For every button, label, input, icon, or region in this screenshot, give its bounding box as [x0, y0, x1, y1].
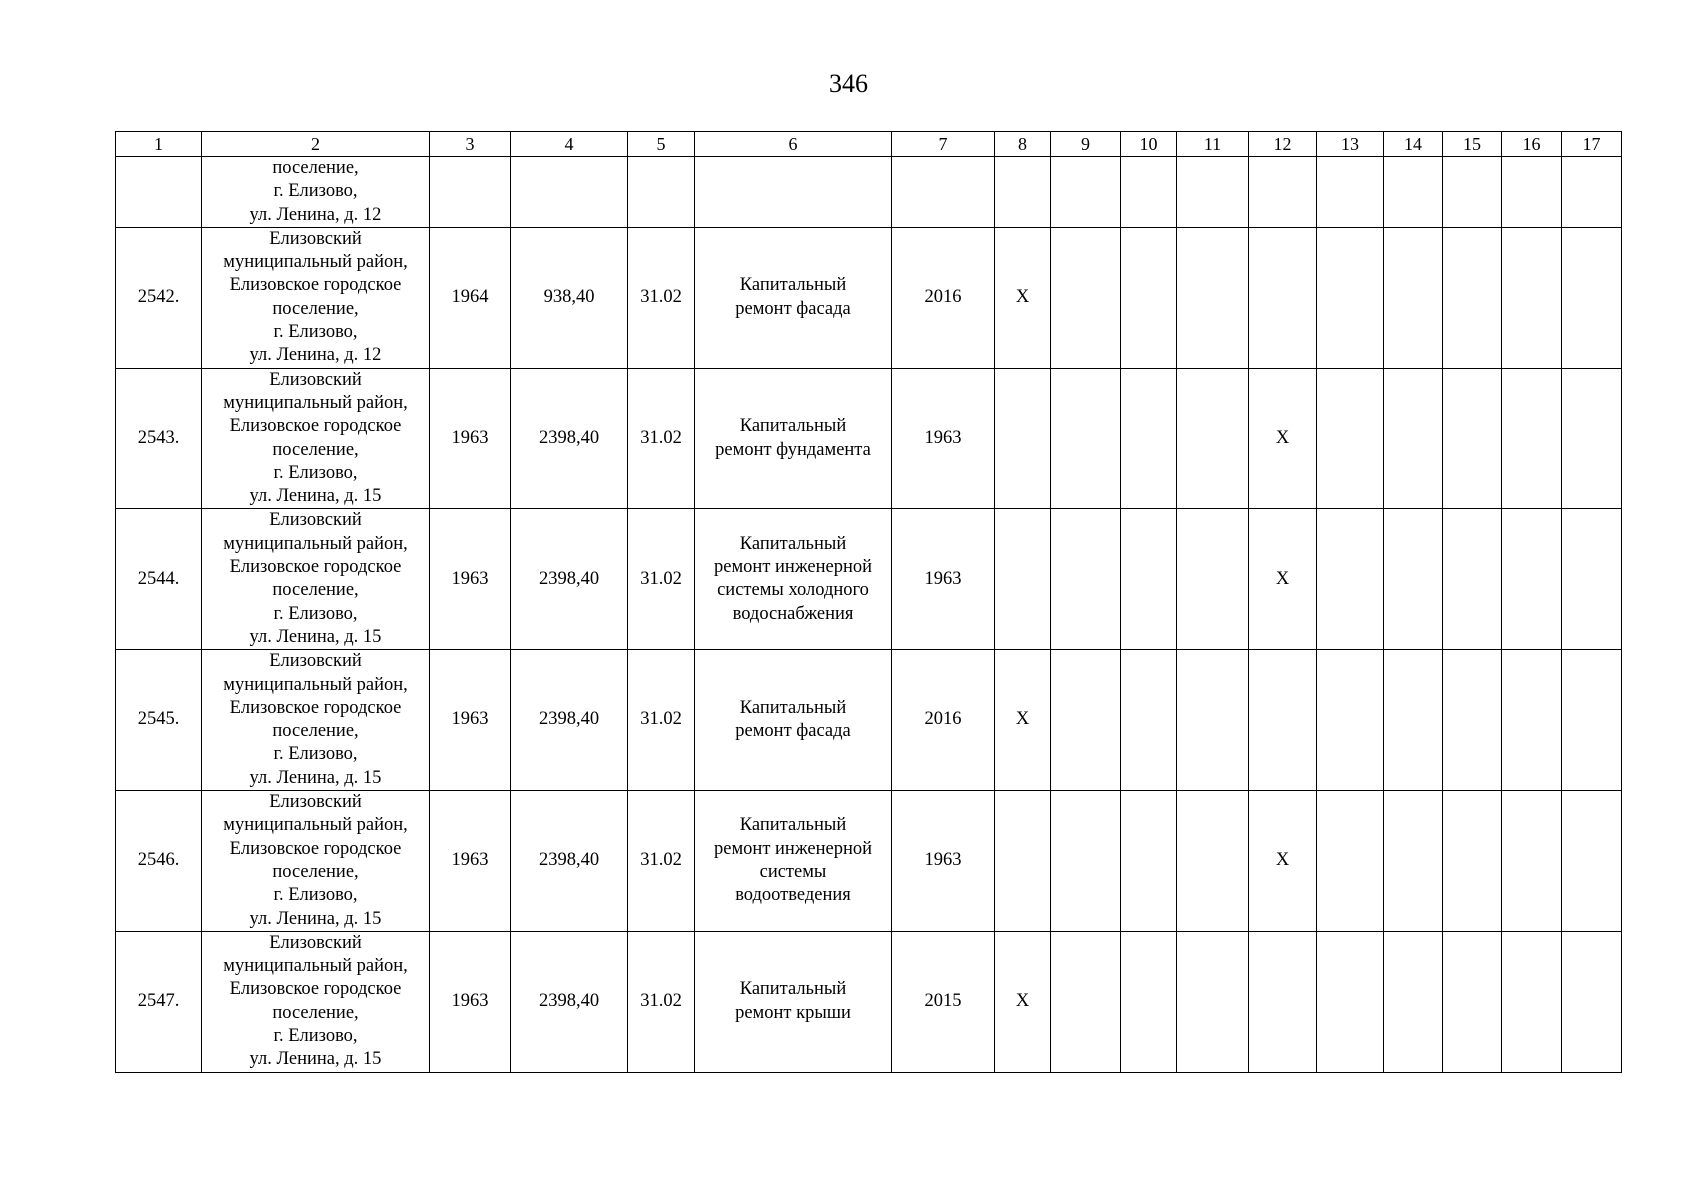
column-number-header-row [116, 132, 1622, 157]
work-year-cell: 2016 [892, 650, 995, 791]
code-cell: 31.02 [628, 650, 695, 791]
column-header: 11 [1177, 132, 1249, 157]
address-cell: Елизовский муниципальный район, Елизовское городское поселение, г. Елизово, ул. Ленина, д. 15 [202, 509, 430, 650]
work-year-cell: 1963 [892, 509, 995, 650]
code-cell: 31.02 [628, 791, 695, 932]
build-year-cell: 1963 [430, 509, 511, 650]
column-header: 9 [1051, 132, 1121, 157]
column-header: 1 [116, 132, 202, 157]
column-header: 16 [1502, 132, 1562, 157]
build-year-cell: 1963 [430, 931, 511, 1072]
mark-cell-col8 [995, 509, 1051, 650]
area-cell: 2398,40 [511, 509, 628, 650]
column-header: 14 [1384, 132, 1443, 157]
mark-cell-col8: X [995, 931, 1051, 1072]
work-type-cell: Капитальный ремонт фасада [695, 650, 892, 791]
column-header: 2 [202, 132, 430, 157]
address-cell: Елизовский муниципальный район, Елизовское городское поселение, г. Елизово, ул. Ленина, д. 15 [202, 931, 430, 1072]
row-number-cell: 2545. [116, 650, 202, 791]
work-type-cell: Капитальный ремонт фасада [695, 227, 892, 368]
address-cell: Елизовский муниципальный район, Елизовское городское поселение, г. Елизово, ул. Ленина, д. 15 [202, 650, 430, 791]
column-header: 7 [892, 132, 995, 157]
table-row [116, 931, 1622, 1072]
column-header: 3 [430, 132, 511, 157]
build-year-cell: 1963 [430, 650, 511, 791]
row-number-cell: 2543. [116, 368, 202, 509]
table-row [116, 650, 1622, 791]
address-cell: Елизовский муниципальный район, Елизовское городское поселение, г. Елизово, ул. Ленина, д. 15 [202, 368, 430, 509]
work-year-cell: 1963 [892, 368, 995, 509]
continuation-row [116, 157, 1622, 228]
area-cell: 2398,40 [511, 650, 628, 791]
capital-repair-table [115, 131, 1622, 1073]
area-cell: 2398,40 [511, 368, 628, 509]
mark-cell-col12: X [1249, 791, 1317, 932]
work-year-cell: 2016 [892, 227, 995, 368]
column-header: 4 [511, 132, 628, 157]
mark-cell-col8 [995, 368, 1051, 509]
work-year-cell: 2015 [892, 931, 995, 1072]
table-row [116, 368, 1622, 509]
work-type-cell: Капитальный ремонт инженерной системы холодного водоснабжения [695, 509, 892, 650]
build-year-cell: 1963 [430, 368, 511, 509]
page-number: 346 [829, 69, 868, 98]
mark-cell-col12 [1249, 227, 1317, 368]
column-header: 12 [1249, 132, 1317, 157]
mark-cell-col12 [1249, 931, 1317, 1072]
work-type-cell: Капитальный ремонт крыши [695, 931, 892, 1072]
row-number-cell: 2542. [116, 227, 202, 368]
address-cell: Елизовский муниципальный район, Елизовское городское поселение, г. Елизово, ул. Ленина, д. 12 [202, 227, 430, 368]
build-year-cell: 1963 [430, 791, 511, 932]
area-cell: 2398,40 [511, 791, 628, 932]
mark-cell-col12: X [1249, 509, 1317, 650]
row-number-cell: 2547. [116, 931, 202, 1072]
column-header: 13 [1317, 132, 1384, 157]
column-header: 10 [1121, 132, 1177, 157]
mark-cell-col12 [1249, 650, 1317, 791]
address-cell: Елизовский муниципальный район, Елизовское городское поселение, г. Елизово, ул. Ленина, д. 15 [202, 791, 430, 932]
column-header: 5 [628, 132, 695, 157]
column-header: 6 [695, 132, 892, 157]
code-cell: 31.02 [628, 368, 695, 509]
area-cell: 938,40 [511, 227, 628, 368]
column-header: 17 [1562, 132, 1622, 157]
code-cell: 31.02 [628, 931, 695, 1072]
build-year-cell: 1964 [430, 227, 511, 368]
table-row [116, 791, 1622, 932]
column-header: 8 [995, 132, 1051, 157]
work-type-cell: Капитальный ремонт инженерной системы водоотведения [695, 791, 892, 932]
mark-cell-col8 [995, 791, 1051, 932]
code-cell: 31.02 [628, 509, 695, 650]
row-number-cell: 2544. [116, 509, 202, 650]
work-type-cell: Капитальный ремонт фундамента [695, 368, 892, 509]
mark-cell-col8: X [995, 227, 1051, 368]
table-row [116, 509, 1622, 650]
address-cell: поселение, г. Елизово, ул. Ленина, д. 12 [202, 157, 430, 228]
row-number-cell [116, 157, 202, 228]
area-cell: 2398,40 [511, 931, 628, 1072]
row-number-cell: 2546. [116, 791, 202, 932]
table-row [116, 227, 1622, 368]
column-header: 15 [1443, 132, 1502, 157]
code-cell: 31.02 [628, 227, 695, 368]
mark-cell-col12: X [1249, 368, 1317, 509]
work-year-cell: 1963 [892, 791, 995, 932]
mark-cell-col8: X [995, 650, 1051, 791]
